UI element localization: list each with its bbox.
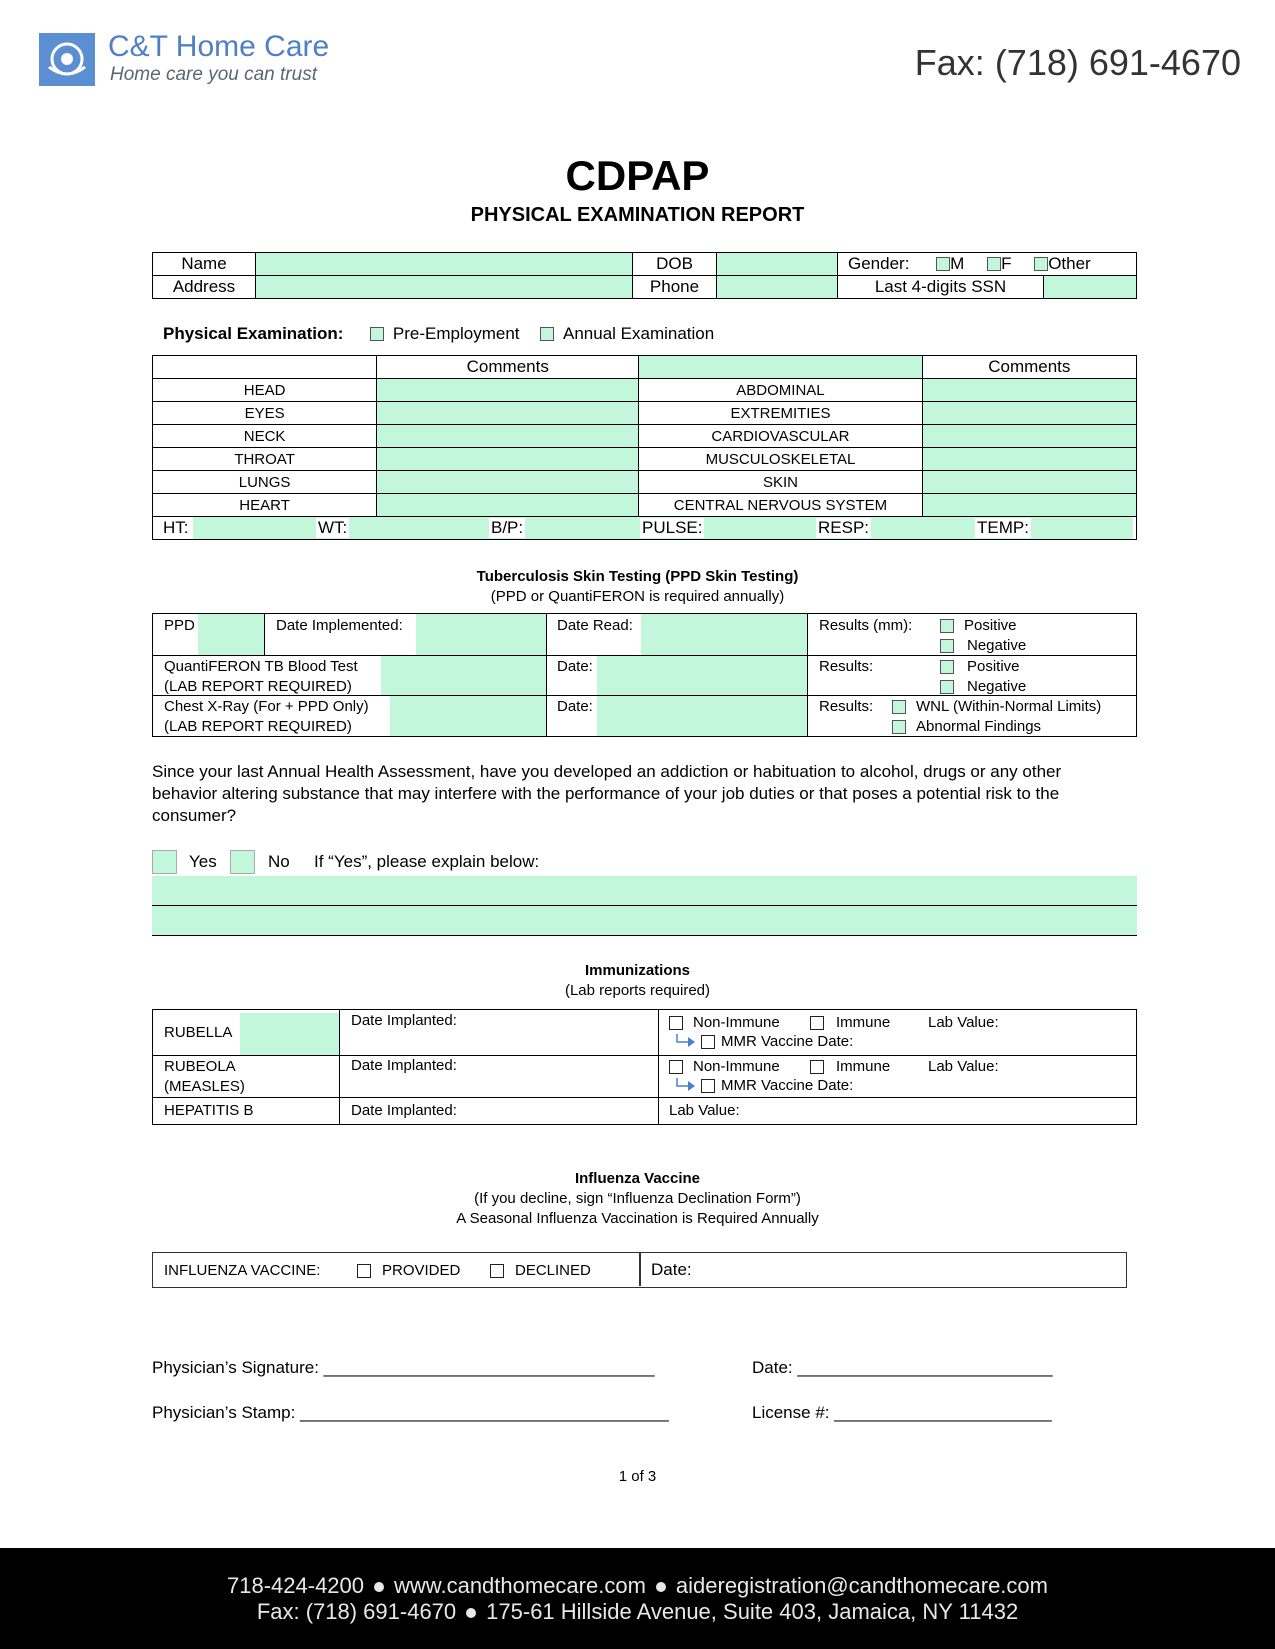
footer-phone: 718-424-4200 (227, 1573, 365, 1598)
rubeola-mmr-label: MMR Vaccine Date: (721, 1077, 854, 1094)
comment-field[interactable] (377, 379, 639, 402)
comment-field[interactable] (377, 471, 639, 494)
measles-label: (MEASLES) (164, 1078, 245, 1095)
xray-date-field[interactable] (597, 696, 807, 736)
signature-line[interactable]: Physician’s Signature: ___________________________________ (152, 1358, 655, 1377)
no-label: No (268, 852, 290, 871)
exam-item: NECK (153, 425, 377, 448)
comment-field[interactable] (377, 448, 639, 471)
rubeola-label: RUBEOLA (164, 1058, 236, 1075)
abnormal-label: Abnormal Findings (916, 718, 1042, 735)
wnl-label: WNL (Within-Normal Limits) (916, 698, 1102, 715)
gender-cell (838, 253, 1137, 276)
exam-item: THROAT (153, 448, 377, 471)
explain-line-2[interactable] (152, 906, 1137, 936)
logo-tagline: Home care you can trust (110, 64, 317, 85)
date-read-label: Date Read: (557, 617, 633, 634)
quanti-negative-label: Negative (967, 678, 1027, 695)
arrow-icon (675, 1076, 701, 1096)
footer-fax: Fax: (718) 691-4670 (256, 1599, 457, 1624)
rubeola-immune-label: Immune (836, 1058, 891, 1075)
vital-label: RESP: (818, 518, 870, 537)
explain-line-1[interactable] (152, 876, 1137, 906)
ppd-positive-checkbox[interactable] (940, 619, 954, 633)
gender-m-checkbox[interactable] (936, 257, 950, 271)
vital-label: PULSE: (642, 518, 703, 537)
quanti-positive-label: Positive (967, 658, 1020, 675)
rubeola-date-label: Date Implanted: (351, 1057, 457, 1074)
immunizations-subtitle: (Lab reports required) (564, 982, 711, 999)
rubeola-non-immune-label: Non-Immune (693, 1058, 780, 1075)
xray-results-label: Results: (819, 698, 874, 715)
patient-info-table (152, 252, 1137, 299)
results-mm-label: Results (mm): (819, 617, 913, 634)
rubeola-lab-value-label: Lab Value: (928, 1058, 999, 1075)
quanti-lab-required: (LAB REPORT REQUIRED) (164, 678, 352, 695)
influenza-label: INFLUENZA VACCINE: (164, 1262, 321, 1279)
footer (0, 1548, 1275, 1649)
influenza-line-1: (If you decline, sign “Influenza Declination Form”) (474, 1190, 801, 1207)
tb-table (152, 613, 1137, 737)
ppd-negative-label: Negative (967, 637, 1027, 654)
comment-field[interactable] (377, 402, 639, 425)
rubella-non-immune-label: Non-Immune (693, 1014, 780, 1031)
exam-item: EXTREMITIES (639, 402, 922, 425)
exam-item: CENTRAL NERVOUS SYSTEM (639, 494, 922, 517)
phone-field[interactable] (717, 276, 838, 299)
page-number: 1 of 3 (618, 1468, 657, 1485)
footer-web[interactable]: www.candthomecare.com (394, 1573, 646, 1598)
abnormal-checkbox[interactable] (892, 720, 906, 734)
quanti-label: QuantiFERON TB Blood Test (164, 658, 358, 675)
explain-label: If “Yes”, please explain below: (314, 852, 540, 871)
exam-item: SKIN (639, 471, 922, 494)
exam-label: Physical Examination: (163, 324, 344, 343)
immunizations-title: Immunizations (584, 962, 690, 979)
pre-employment-checkbox[interactable] (370, 327, 384, 341)
declined-label: DECLINED (515, 1262, 591, 1279)
vital-label: HT: (163, 518, 189, 537)
date-implemented-label: Date Implemented: (276, 617, 403, 634)
dob-field[interactable] (717, 253, 838, 276)
logo-brand: C&T Home Care (108, 30, 330, 63)
page-title: CDPAP (565, 152, 710, 199)
no-checkbox[interactable] (230, 850, 255, 874)
address-field[interactable] (256, 276, 633, 299)
exam-type-row (163, 324, 714, 344)
influenza-line-2: A Seasonal Influenza Vaccination is Required Annually (456, 1210, 819, 1227)
ppd-negative-checkbox[interactable] (940, 639, 954, 653)
comment-field[interactable] (922, 402, 1136, 425)
comment-field[interactable] (377, 425, 639, 448)
footer-email[interactable]: aideregistration@candthomecare.com (675, 1573, 1048, 1598)
quanti-positive-checkbox[interactable] (940, 660, 954, 674)
yes-label: Yes (189, 852, 217, 871)
bullet-icon (656, 1582, 666, 1592)
address-label: Address (153, 276, 256, 299)
rubeola-non-immune-checkbox[interactable] (669, 1060, 683, 1074)
xray-field[interactable] (390, 696, 546, 736)
phone-label: Phone (633, 276, 717, 299)
name-label: Name (153, 253, 256, 276)
xray-lab-required: (LAB REPORT REQUIRED) (164, 718, 352, 735)
dob-label: DOB (633, 253, 717, 276)
ssn-label: Last 4-digits SSN (838, 276, 1044, 299)
gender-other-label: Other (1048, 254, 1091, 273)
comment-field[interactable] (377, 494, 639, 517)
gender-other-checkbox[interactable] (1034, 257, 1048, 271)
bullet-icon (466, 1608, 476, 1618)
exam-item: MUSCULOSKELETAL (639, 448, 922, 471)
ppd-positive-label: Positive (964, 617, 1017, 634)
ppd-label: PPD (164, 617, 195, 634)
influenza-title: Influenza Vaccine (574, 1170, 701, 1187)
comment-field[interactable] (922, 425, 1136, 448)
quanti-field[interactable] (381, 656, 546, 695)
gender-f-label: F (1001, 254, 1012, 273)
ssn-field[interactable] (1044, 276, 1137, 299)
rubella-non-immune-checkbox[interactable] (669, 1016, 683, 1030)
rubella-label: RUBELLA (164, 1024, 233, 1041)
exam-item: CARDIOVASCULAR (639, 425, 922, 448)
rubeola-mmr-checkbox[interactable] (701, 1079, 715, 1093)
exam-item: HEAD (153, 379, 377, 402)
quanti-date-label: Date: (557, 658, 593, 675)
rubella-immune-checkbox[interactable] (810, 1016, 824, 1030)
influenza-table (152, 1252, 1127, 1288)
gender-label: Gender: (848, 254, 910, 273)
quanti-negative-checkbox[interactable] (940, 680, 954, 694)
exam-table (152, 355, 1137, 540)
exam-item: EYES (153, 402, 377, 425)
comments-header-right: Comments (922, 356, 1136, 379)
influenza-date-label: Date: (651, 1260, 692, 1279)
vital-label: TEMP: (977, 518, 1029, 537)
gender-f-checkbox[interactable] (987, 257, 1001, 271)
quanti-results-label: Results: (819, 658, 874, 675)
rubella-lab-value-label: Lab Value: (928, 1014, 999, 1031)
rubella-date-label: Date Implanted: (351, 1012, 457, 1029)
vitals-row (153, 517, 1137, 540)
substance-question: Since your last Annual Health Assessment, have you developed an addiction or habituation to alcohol, drugs or any other behavior altering substance that may interfere with the performance of your job duties or that poses a potential risk to the consumer? (152, 762, 1062, 825)
rubella-mmr-checkbox[interactable] (701, 1035, 715, 1049)
vital-label: B/P: (491, 518, 524, 537)
ppd-field[interactable] (198, 614, 264, 655)
header-fax: Fax: (718) 691-4670 (914, 42, 1241, 83)
vital-label: WT: (318, 518, 348, 537)
hepatitis-lab-value-label: Lab Value: (669, 1102, 740, 1119)
quanti-date-field[interactable] (597, 656, 807, 695)
hepatitis-label: HEPATITIS B (164, 1102, 254, 1119)
page-subtitle: PHYSICAL EXAMINATION REPORT (470, 204, 805, 226)
exam-item: LUNGS (153, 471, 377, 494)
tb-subtitle: (PPD or QuantiFERON is required annually) (490, 588, 785, 605)
stamp-line[interactable]: Physician’s Stamp: _______________________________________ (152, 1403, 669, 1422)
signature-date-line[interactable]: Date: ___________________________ (752, 1358, 1053, 1377)
rubella-immune-label: Immune (836, 1014, 891, 1031)
comment-field[interactable] (922, 379, 1136, 402)
provided-label: PROVIDED (382, 1262, 461, 1279)
arrow-icon (675, 1032, 701, 1052)
declined-checkbox[interactable] (490, 1264, 504, 1278)
xray-date-label: Date: (557, 698, 593, 715)
footer-address: 175-61 Hillside Avenue, Suite 403, Jamaica, NY 11432 (486, 1599, 1019, 1624)
rubeola-immune-checkbox[interactable] (810, 1060, 824, 1074)
immunizations-table (152, 1009, 1137, 1125)
annual-checkbox[interactable] (540, 327, 554, 341)
exam-item: ABDOMINAL (639, 379, 922, 402)
name-field[interactable] (256, 253, 633, 276)
pre-employment-label: Pre-Employment (392, 324, 520, 343)
comment-field[interactable] (922, 471, 1136, 494)
logo-icon (39, 33, 95, 86)
date-read-field[interactable] (641, 614, 807, 655)
exam-item: HEART (153, 494, 377, 517)
rubella-field[interactable] (240, 1013, 339, 1055)
bullet-icon (374, 1582, 384, 1592)
xray-label: Chest X-Ray (For + PPD Only) (164, 698, 369, 715)
tb-title: Tuberculosis Skin Testing (PPD Skin Testing) (476, 568, 799, 585)
comments-header-left: Comments (377, 356, 639, 379)
rubella-mmr-label: MMR Vaccine Date: (721, 1033, 854, 1050)
date-implemented-field[interactable] (416, 614, 546, 655)
hepatitis-date-label: Date Implanted: (351, 1102, 457, 1119)
provided-checkbox[interactable] (357, 1264, 371, 1278)
gender-m-label: M (950, 254, 965, 273)
comment-field[interactable] (922, 448, 1136, 471)
yes-checkbox[interactable] (152, 850, 177, 874)
comment-field[interactable] (922, 494, 1136, 517)
wnl-checkbox[interactable] (892, 700, 906, 714)
yes-no-row (152, 850, 752, 874)
license-line[interactable]: License #: _______________________ (752, 1403, 1052, 1422)
annual-label: Annual Examination (563, 324, 715, 343)
